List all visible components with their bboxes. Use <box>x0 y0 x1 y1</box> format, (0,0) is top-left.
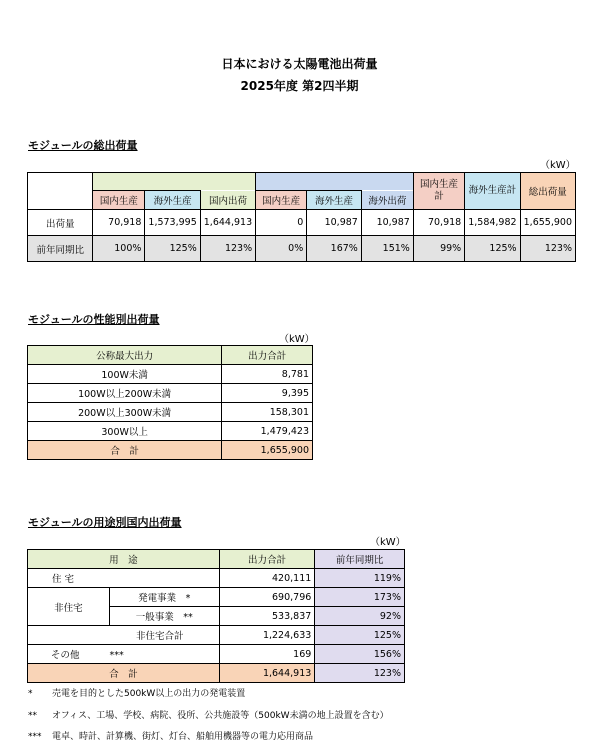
performance-table <box>27 345 313 460</box>
cell: 173% <box>315 588 405 607</box>
total-row <box>28 664 405 683</box>
table-row <box>28 588 405 607</box>
row-label: 100W以上200W未満 <box>28 384 222 403</box>
footnote-text: 売電を目的とした500kW以上の出力の発電装置 <box>52 689 246 699</box>
footnote <box>28 708 389 721</box>
cell: 70,918 <box>93 210 145 236</box>
header-yoy: 前年同期比 <box>315 550 405 569</box>
header-domestic-ship: 国内出荷 <box>200 191 255 210</box>
cell: 156% <box>315 645 405 664</box>
row-label-general: 一般事業 ** <box>109 607 219 626</box>
row-label: 前年同期比 <box>28 236 93 262</box>
row-label-power-gen: 発電事業 * <box>109 588 219 607</box>
table-row <box>28 626 405 645</box>
row-label-nonres-total: 非住宅合計 <box>28 626 220 645</box>
header-output-total: 出力合計 <box>222 346 313 365</box>
section1-unit: （kW） <box>540 160 576 171</box>
row-label: 100W未満 <box>28 365 222 384</box>
cell: 125% <box>315 626 405 645</box>
header-domestic-prod: 国内生産 <box>93 191 145 210</box>
header-overseas-prod-total: 海外生産計 <box>465 173 520 210</box>
row-label-nonresidential: 非住宅 <box>28 588 110 626</box>
page-title: 日本における太陽電池出荷量 <box>221 57 378 71</box>
cell: 1,224,633 <box>219 626 315 645</box>
row-label: 200W以上300W未満 <box>28 403 222 422</box>
cell: 690,796 <box>219 588 315 607</box>
header-overseas-prod: 海外生産 <box>145 191 200 210</box>
other-mark: *** <box>109 650 124 661</box>
row-label: 300W以上 <box>28 422 222 441</box>
cell: 10,987 <box>361 210 413 236</box>
cell: 533,837 <box>219 607 315 626</box>
header-domestic-prod2: 国内生産 <box>256 191 307 210</box>
table-row <box>28 365 313 384</box>
cell: 1,479,423 <box>222 422 313 441</box>
footnote-mark: *** <box>28 732 42 742</box>
cell: 1,644,913 <box>200 210 255 236</box>
cell: 420,111 <box>219 569 315 588</box>
cell: 123% <box>200 236 255 262</box>
other-label: その他 <box>51 650 80 661</box>
cell: 151% <box>361 236 413 262</box>
total-row <box>28 441 313 460</box>
footnote-mark: ** <box>28 711 37 721</box>
total-label: 合 計 <box>28 441 222 460</box>
cell: 167% <box>307 236 362 262</box>
section2-unit: （kW） <box>279 334 315 345</box>
cell: 10,987 <box>307 210 362 236</box>
header-domestic-prod-total: 国内生産計 <box>413 173 464 210</box>
cell: 119% <box>315 569 405 588</box>
header-rated-output: 公称最大出力 <box>28 346 222 365</box>
cell: 9,395 <box>222 384 313 403</box>
cell: 0% <box>256 236 307 262</box>
header-use: 用 途 <box>28 550 220 569</box>
total-value: 1,644,913 <box>219 664 315 683</box>
header-total-ship: 総出荷量 <box>520 173 575 210</box>
cell: 0 <box>256 210 307 236</box>
table-row <box>28 210 576 236</box>
cell: 99% <box>413 236 464 262</box>
total-shipment-table <box>27 172 576 262</box>
cell: 70,918 <box>413 210 464 236</box>
total-yoy: 123% <box>315 664 405 683</box>
header-overseas-band <box>256 173 414 191</box>
row-label: 出荷量 <box>28 210 93 236</box>
header-overseas-ship: 海外出荷 <box>361 191 413 210</box>
row-label-residential: 住 宅 <box>28 569 220 588</box>
usage-table <box>27 549 405 683</box>
section3-unit: （kW） <box>370 537 406 548</box>
table-row <box>28 569 405 588</box>
table-row <box>28 645 405 664</box>
cell: 125% <box>145 236 200 262</box>
cell: 1,573,995 <box>145 210 200 236</box>
footnote-mark: * <box>28 689 33 699</box>
page-subtitle: 2025年度 第2四半期 <box>240 79 359 93</box>
header-overseas-prod2: 海外生産 <box>307 191 362 210</box>
row-label-other <box>28 645 220 664</box>
section1-title: モジュールの総出荷量 <box>28 139 138 152</box>
section3-title: モジュールの用途別国内出荷量 <box>28 516 182 529</box>
table-row <box>28 403 313 422</box>
total-value: 1,655,900 <box>222 441 313 460</box>
footnote-text: 電卓、時計、計算機、街灯、灯台、船舶用機器等の電力応用商品 <box>52 732 314 742</box>
table-row <box>28 422 313 441</box>
cell: 1,584,982 <box>465 210 520 236</box>
header-domestic-band <box>93 173 256 191</box>
cell: 169 <box>219 645 315 664</box>
cell: 100% <box>93 236 145 262</box>
footnote <box>28 729 313 742</box>
cell: 92% <box>315 607 405 626</box>
cell: 123% <box>520 236 575 262</box>
total-label: 合 計 <box>28 664 220 683</box>
table-row <box>28 384 313 403</box>
header-output-total: 出力合計 <box>219 550 315 569</box>
table-row <box>28 236 576 262</box>
footnote-text: オフィス、工場、学校、病院、役所、公共施設等（500kW未満の地上設置を含む） <box>52 711 389 721</box>
cell: 125% <box>465 236 520 262</box>
header-blank <box>28 173 93 210</box>
cell: 8,781 <box>222 365 313 384</box>
cell: 158,301 <box>222 403 313 422</box>
section2-title: モジュールの性能別出荷量 <box>28 313 160 326</box>
cell: 1,655,900 <box>520 210 575 236</box>
footnote <box>28 686 245 699</box>
